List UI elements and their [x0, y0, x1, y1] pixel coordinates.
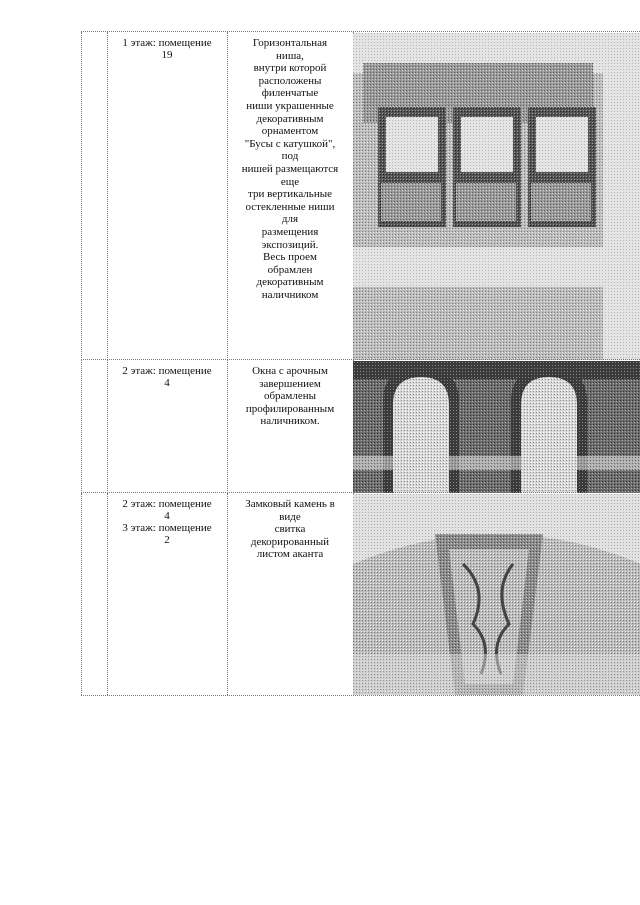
description-cell: Окна с арочным завершением обрамлены профилированным наличником. [245, 365, 335, 428]
table-row [81, 492, 640, 696]
description-cell: Горизонтальная ниша, внутри которой расположены филенчатые ниши украшенные декоративным орнаментом "Бусы с катушкой", под нишей размещаются еще три вертикальные остекленные ниши для размещения экспозиций. Весь проем обрамлен декоративным наличником [241, 37, 339, 301]
arched-windows-photo [353, 361, 640, 493]
floor-room-cell: 1 этаж: помещение 19 [122, 37, 212, 61]
table-row [81, 31, 640, 360]
floor-room-cell: 2 этаж: помещение 4 3 этаж: помещение 2 [122, 498, 212, 546]
description-cell: Замковый камень в виде свитка декорированный листом аканта [245, 498, 335, 561]
museum-niche-photo [353, 33, 640, 360]
keystone-photo [353, 494, 640, 695]
floor-room-cell: 2 этаж: помещение 4 [122, 365, 212, 389]
table-row [81, 359, 640, 493]
